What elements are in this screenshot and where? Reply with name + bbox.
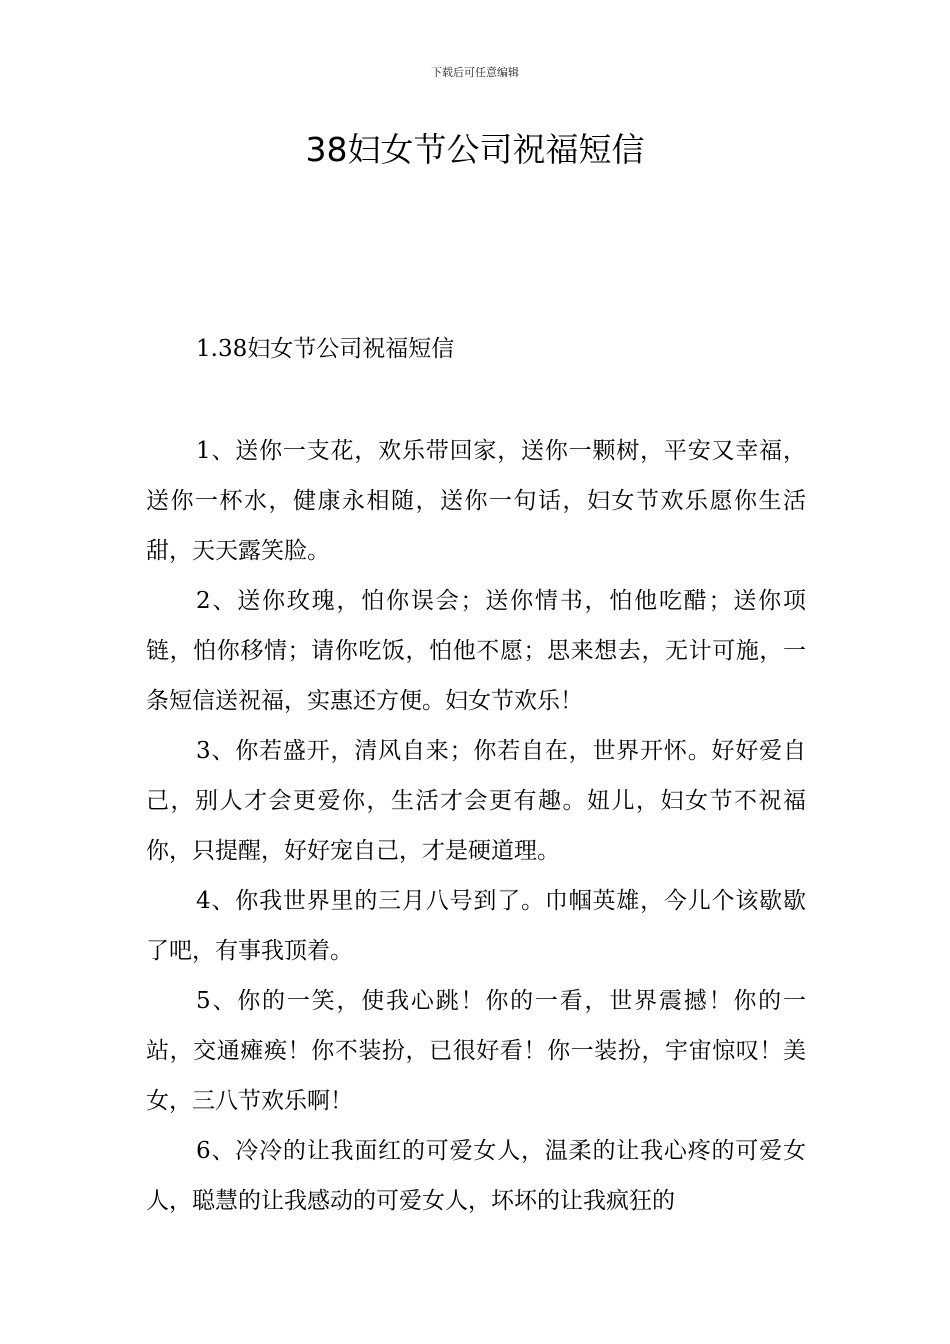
- paragraph-5: 5、你的一笑，使我心跳！你的一看，世界震撼！你的一站，交通瘫痪！你不装扮，已很好看！你一装扮，宇宙惊叹！美女，三八节欢乐啊！: [146, 988, 806, 1114]
- paragraph-6: 6、冷冷的让我面红的可爱女人，温柔的让我心疼的可爱女人，聪慧的让我感动的可爱女人，坏坏的让我疯狂的: [146, 1138, 806, 1214]
- paragraph-3: 3、你若盛开，清风自来；你若自在，世界开怀。好好爱自己，别人才会更爱你，生活才会更有趣。妞儿，妇女节不祝福你，只提醒，好好宠自己，才是硬道理。: [146, 738, 806, 864]
- body-text: [146, 426, 806, 1226]
- paragraph-4: 4、你我世界里的三月八号到了。巾帼英雄，今儿个该歇歇了吧，有事我顶着。: [146, 888, 806, 964]
- paragraph-1: 1、送你一支花，欢乐带回家，送你一颗树，平安又幸福，送你一杯水，健康永相随，送你一句话，妇女节欢乐愿你生活甜，天天露笑脸。: [146, 438, 806, 564]
- header-note: 下载后可任意编辑: [431, 66, 519, 79]
- paragraph-2: 2、送你玫瑰，怕你误会；送你情书，怕他吃醋；送你项链，怕你移情；请你吃饭，怕他不愿；思来想去，无计可施，一条短信送祝福，实惠还方便。妇女节欢乐！: [146, 588, 806, 714]
- document-title: 38妇女节公司祝福短信: [305, 130, 645, 169]
- section-heading: 1.38妇女节公司祝福短信: [196, 336, 455, 362]
